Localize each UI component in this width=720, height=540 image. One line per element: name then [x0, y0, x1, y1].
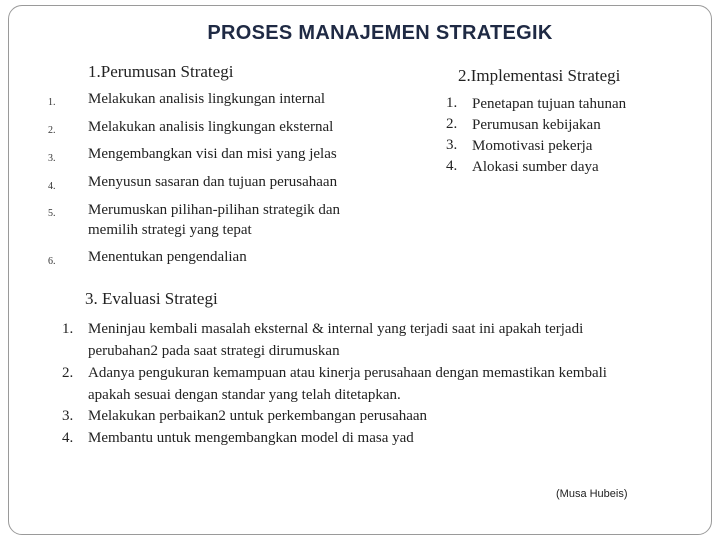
page-title: PROSES MANAJEMEN STRATEGIK	[207, 22, 553, 44]
left-item-number: 2.	[48, 125, 56, 136]
left-item-number: 1.	[48, 97, 56, 108]
evaluation-item: Melakukan perbaikan2 untuk perkembangan perusahaan	[88, 408, 428, 424]
evaluation-item: Membantu untuk mengembangkan model di masa yad	[88, 430, 414, 446]
left-item-continuation: memilih strategi yang tepat	[88, 222, 252, 238]
right-item: Perumusan kebijakan	[472, 117, 601, 133]
right-item-number: 3.	[446, 137, 458, 153]
evaluation-item-continuation: apakah sesuai dengan standar yang telah ditetapkan.	[88, 387, 401, 403]
right-item: Alokasi sumber daya	[472, 159, 599, 175]
right-item-number: 1.	[446, 95, 458, 111]
evaluation-item-number: 3.	[62, 408, 74, 424]
left-heading: 1.Perumusan Strategi	[88, 62, 234, 81]
evaluation-item-number: 1.	[62, 321, 74, 337]
right-item-number: 4.	[446, 158, 458, 174]
right-heading: 2.Implementasi Strategi	[458, 66, 621, 85]
right-item: Momotivasi pekerja	[472, 138, 593, 154]
evaluation-item-number: 2.	[62, 365, 74, 381]
left-item-number: 6.	[48, 256, 56, 267]
left-item: Merumuskan pilihan-pilihan strategik dan	[88, 202, 341, 218]
source-credit: (Musa Hubeis)	[556, 488, 628, 500]
left-item: Melakukan analisis lingkungan eksternal	[88, 119, 334, 135]
right-item: Penetapan tujuan tahunan	[472, 96, 627, 112]
left-item-number: 3.	[48, 153, 56, 164]
left-item: Menentukan pengendalian	[88, 249, 247, 265]
right-item-number: 2.	[446, 116, 458, 132]
evaluation-item-continuation: perubahan2 pada saat strategi dirumuskan	[88, 343, 340, 359]
left-item-number: 4.	[48, 181, 56, 192]
evaluation-heading: 3. Evaluasi Strategi	[85, 289, 218, 308]
left-item-number: 5.	[48, 208, 56, 219]
evaluation-item: Meninjau kembali masalah eksternal & internal yang terjadi saat ini apakah terjadi	[88, 321, 584, 337]
left-item: Mengembangkan visi dan misi yang jelas	[88, 146, 337, 162]
left-item: Melakukan analisis lingkungan internal	[88, 91, 326, 107]
evaluation-item: Adanya pengukuran kemampuan atau kinerja perusahaan dengan memastikan kembali	[88, 365, 607, 381]
evaluation-item-number: 4.	[62, 430, 74, 446]
left-item: Menyusun sasaran dan tujuan perusahaan	[88, 174, 338, 190]
